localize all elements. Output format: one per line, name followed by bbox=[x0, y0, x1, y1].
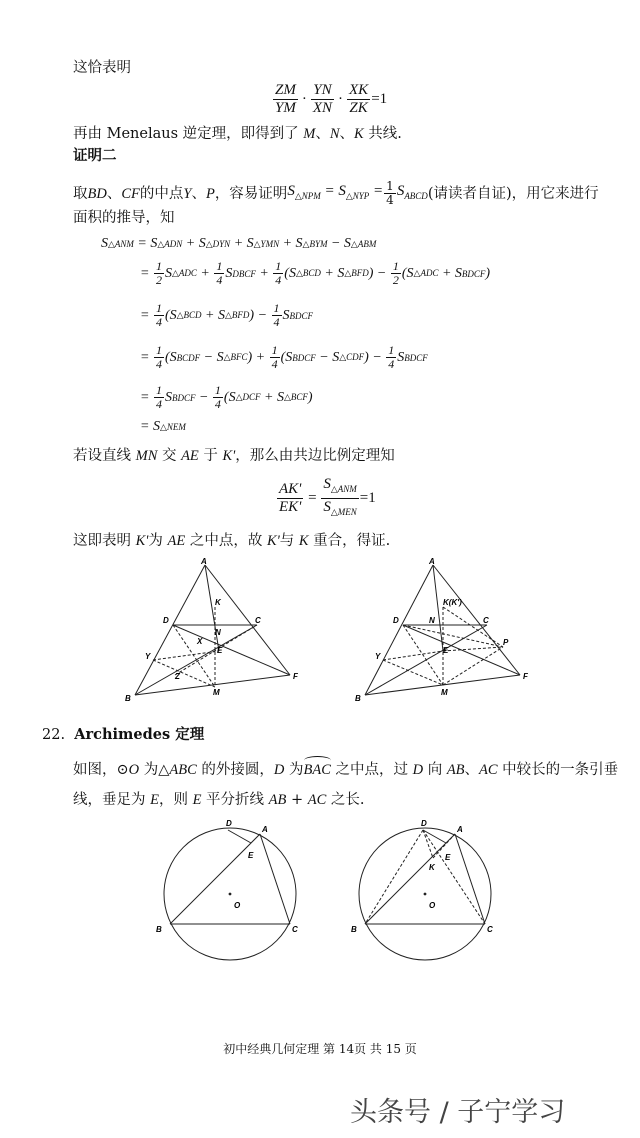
fig4-label-B: B bbox=[351, 925, 357, 934]
fig2-label-A: A bbox=[429, 557, 435, 566]
derivation-row-3: = $\frac{1}{4}$ ( S △BCD + S △BFD ) − $\frac{1}{4}$ S BDCF bbox=[140, 301, 314, 329]
derivation-row-2: = $\frac{1}{2}$ S △ADC + $\frac{1}{4}$ S DBCF + $\frac{1}{4}$ ( S △BCD + S △BFD ) − $\frac{1}{2}$ ( S △ADC + S BDCF ) bbox=[140, 259, 491, 287]
fig3-label-B: B bbox=[156, 925, 162, 934]
fig4-label-E: E bbox=[445, 853, 451, 862]
fig2-label-N: N bbox=[429, 616, 435, 625]
figure-archimedes-1 bbox=[150, 812, 310, 962]
fig1-label-C: C bbox=[255, 616, 261, 625]
fig1-label-Z: Z bbox=[175, 672, 180, 681]
fig2-label-C: C bbox=[483, 616, 489, 625]
fig2-label-D: D bbox=[393, 616, 399, 625]
fig1-label-N: N bbox=[215, 628, 221, 637]
text-line: 如图，⊙O 为△ABC 的外接圆，D 为BAC 之中点，过 D 向 AB、AC 中较长的一条引垂 bbox=[73, 762, 619, 778]
fig4-label-C: C bbox=[487, 925, 493, 934]
text-line: 线，垂足为 E，则 E 平分折线 AB + AC 之长. bbox=[73, 792, 365, 808]
fig1-label-F: F bbox=[293, 672, 298, 681]
fig4-label-A: A bbox=[457, 825, 463, 834]
equation-ratio: $\frac{AK'}{EK'}$ = $\frac{S_{\triangle ANM}}{S_{\triangle MEN}}$ =1 bbox=[279, 476, 376, 517]
fig2-label-P: P bbox=[503, 638, 509, 647]
fig1-label-X: X bbox=[197, 637, 203, 646]
text-line: 这恰表明 bbox=[73, 60, 131, 76]
figure-proof1 bbox=[115, 555, 315, 705]
derivation-row-4: = $\frac{1}{4}$ ( S BCDF − S △BFC ) + $\frac{1}{4}$ ( S BDCF − S △CDF ) − $\frac{1}{4}$ S BDCF bbox=[140, 343, 428, 371]
watermark: 头条号 / 子宁学习 bbox=[350, 1097, 566, 1128]
section-heading-proof2: 证明二 bbox=[73, 147, 117, 164]
fig3-label-D: D bbox=[226, 819, 232, 828]
fig2-label-F: F bbox=[523, 672, 528, 681]
fig2-label-B: B bbox=[355, 694, 361, 703]
fig2-label-E: E bbox=[443, 646, 449, 655]
page-footer: 初中经典几何定理 第 14页 共 15 页 bbox=[223, 1042, 417, 1056]
fig4-label-K: K bbox=[429, 863, 435, 872]
fig3-label-O: O bbox=[234, 901, 241, 910]
fig1-label-B: B bbox=[125, 694, 131, 703]
fig2-label-Y: Y bbox=[375, 652, 381, 661]
text-line: 再由 Menelaus 逆定理，即得到了 M、N、K 共线. bbox=[73, 126, 402, 142]
text-line: 面积的推导，知 bbox=[73, 210, 175, 226]
fig2-label-M: M bbox=[441, 688, 448, 697]
fig4-label-D: D bbox=[421, 819, 427, 828]
fig4-label-O: O bbox=[429, 901, 436, 910]
fig3-label-E: E bbox=[248, 851, 254, 860]
derivation-row-5: = $\frac{1}{4}$ S BDCF − $\frac{1}{4}$ ( S △DCF + S △BCF ) bbox=[140, 383, 313, 411]
derivation-row-1: S △ANM = S △ADN + S △DYN + S △YMN + S △BYM − S △ABM bbox=[101, 236, 377, 251]
fig3-label-A: A bbox=[262, 825, 268, 834]
fig1-label-D: D bbox=[163, 616, 169, 625]
equation-menelaus: $\frac{ZM}{YM}$ · $\frac{YN}{XN}$ · $\frac{XK}{ZK}$ =1 bbox=[275, 82, 388, 116]
fig1-label-Y: Y bbox=[145, 652, 151, 661]
fig1-label-A: A bbox=[201, 557, 207, 566]
fig3-label-C: C bbox=[292, 925, 298, 934]
figure-proof2 bbox=[345, 555, 545, 705]
derivation-row-6: = S △NEM bbox=[140, 419, 186, 434]
fig2-label-K: K(K') bbox=[443, 598, 462, 607]
text-line: 若设直线 MN 交 AE 于 K'，那么由共边比例定理知 bbox=[73, 448, 395, 464]
text-line: 这即表明 K'为 AE 之中点，故 K'与 K 重合，得证. bbox=[73, 533, 391, 549]
fig1-label-E: E bbox=[217, 646, 223, 655]
fig1-label-M: M bbox=[213, 688, 220, 697]
fig1-label-K: K bbox=[215, 598, 221, 607]
figure-archimedes-2 bbox=[345, 812, 505, 962]
text-line: 取 BD 、 CF 的中点 Y 、 P ，容易证明 $S_{\triangle NPM} = S_{\triangle NYP}$ = $\frac{1}{4}$ $S_{ABCD}$ (请读者自证)，用它来进行 bbox=[73, 179, 599, 207]
section-heading-22: 22. Archimedes 定理 bbox=[42, 726, 205, 743]
